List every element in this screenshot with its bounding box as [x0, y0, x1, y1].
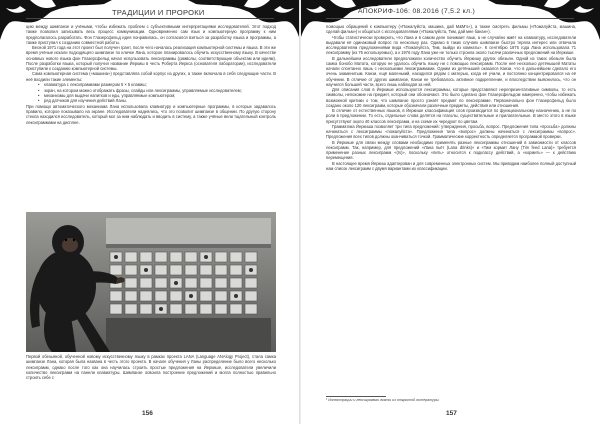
- paragraph: Первой обезьяной, обученной новому искусственному языку в рамках проекта LANA (Language ANAlogy Project), стала самка шимпанзе Лана, которая была названа в честь этого проекта. В начале обучения у Ланы распределение было всего несколько лексиграмм, однако после того как она научилась строить простые предложения на Йеркише, исследователи увеличили количество лексиграмм на панели клавиатуры. Шимпанзе освоила построение предложений и могла полностью правильно строить себе с: [26, 354, 276, 380]
- list-item: • механизмы для выдачи напитков и еды, управляемые компьютером;: [38, 93, 276, 98]
- paragraph: Для описания слов в Йеркише используются лексиграммы, которые представляют нерепрезентативные символы, то есть символы, непохожие на предмет, который они обозначают. Это было сделано фон Глазерсфельдом намеренно, чтобы избежать возможной критики о том, что шимпанзе просто узнаёт предмет по лексиграмме. Первоначально фон Глазерсфельд было создано около 120 лексиграмм, которые обозначали различные предметы, действия или отношения.: [326, 87, 576, 108]
- paragraph: цию между шимпанзе и учёными, чтобы избежать проблем с субъективными интерпретациями исследователей. Этот подход также позволил записывать весь процесс коммуникации. Одновременно сам язык и компьютерную программу к ним предполагалось разработать. Фон Глазерсфельд идея понравилась, он согласился взяться за разработку языка и программы, а также приступил к созданию совместной работы.: [26, 24, 276, 45]
- bullet-list: [38, 82, 276, 103]
- header-rule: [26, 18, 274, 19]
- body-text-bottom: [26, 354, 276, 406]
- book-gutter: [299, 0, 301, 424]
- paragraph: В Йеркише для связи между словами необходимо применять разные лексиграммы отношений в зависимости от классов лексиграмм. Так, например, для предложений «Лана пьёт (Lana drinks)» и «Тим кормит Лану (Tim feed Lana)» требуется применение разных лексиграмм «(Is)», поскольку «пить» относится к подклассу действий, а «кормить» — к действию перемещения.: [326, 139, 576, 161]
- paragraph: помощью обращений к компьютеру («Пожалуйста, машина, дай M&M's»), а также смотреть фильмы («Пожалуйста, машина, сделай фильм») и общаться с исследователями («Пожалуйста, Тим, дай мне банан»).: [326, 24, 576, 35]
- paragraph: Сама компьютерная система («машина») представляла собой корпус из других, а также включала в себя следующие части. В неё входили такие элементы:: [26, 71, 276, 82]
- footnote: ¹ Иллюстрации и лексиграммы взяты из открытой литературы.: [326, 398, 440, 402]
- page-number: 156: [142, 410, 153, 417]
- right-page: [300, 0, 600, 424]
- list-item: • экран, на котором можно отображать фразы, слайды или лексиграммы, управляемые исследователем;: [38, 88, 276, 93]
- body-text: [326, 24, 576, 394]
- body-text-top: [26, 24, 276, 210]
- footnote-rule: [326, 396, 386, 397]
- paragraph: В дальнейшем исследователи предположили количество обучить Йеркишу других обезьян. Одной из таких обезьян была самка бонобо Матата, которую не удалось обучить языку ни с помощью лексиграмм. После неё несколько детёнышей Мататы начали спонтанно лишь с несколькими лексиграммами. Одним из детёнышей оказался Канзи, что в дальнейшем сделало его очень знаменитым. Канзи, ещё маленький, находился рядом с матерью, когда её учили, и постоянно концентрировался на её обучении. В отличие от других шимпанзе, Канзи не требовалось активное подкрепление, и впоследствии выяснилось, что он научился большей части, всего лишь наблюдая за ней.: [326, 55, 576, 87]
- paragraph: Чтобы статистически проверить, что Лана и в самом деле понимает язык, а не случайно жмёт на клавиатуру, исследователи выдавали её одинаковый вопрос по нескольку раз. Однако в таких случаях шимпанзе быстро теряла интерес или отвечала исследователям предложениями вида «Пожалуйста, Тим, выйди из комнаты». К сентябрю 1975 года Лана использовала 71 лексиграмму (из 75 используемых), а к 1976 году Лана уже не только строила около тысячи различных предложений на Йеркише.: [326, 34, 576, 56]
- paragraph: Весной 1971 года на этот проект был получен грант, после чего началась реализация компьютерной системы и языка. В эти же время учёные искали подходящего шимпанзе по кличке Лана, которое планировалось обучить искусственному языку. В качестве основных нового языка фон Глазерсфельд начал использовать лексиграммы (символы, соответствующие объектам или идеям). После разработки языка, который получил название Йеркиш в честь Роберта Йеркса (основателя лаборатории), исследователи приступили к созданию компьютерной системы.: [26, 45, 276, 71]
- list-item: • ряд датчиков для изучения действий Ланы.: [38, 98, 276, 103]
- paragraph: Грамматика Йеркиша позволяет три типа предложений: утверждения, просьба, вопрос. Предложения типа «просьба» должны начинаться с лексиграммы «пожалуйста». Предложения типа «вопрос» должны начинаться с лексиграммы «вопрос». Предложения всех типов должны оканчиваться точкой. Грамматические корректность определяется программой проверки.: [326, 123, 576, 140]
- list-item: • клавиатура с лексиграммами размером 5 × 5 клавиш;: [38, 82, 276, 87]
- chimpanzee-keyboard-photo: [26, 212, 276, 352]
- paragraph: В настоящее время Йеркиш адаптирован и для современных электронных систем. Мы приводим наиболее полный доступный нам список лексиграмм с двумя вариантами их классификации.: [326, 160, 576, 171]
- paragraph: В отличие от естественных языков, в Йеркише классификация слов производится по функциональному назначению, а не по роли в предложении. То есть, отдельные слова делятся на глаголы, существительные и прилагательные. В место этого в языке присутствуют около 40 классов лексиграмм, и на схеме их чередуют по цветам.: [326, 108, 576, 124]
- header-rule: [326, 18, 574, 19]
- page-number: 157: [446, 410, 457, 417]
- running-head: ТРАДИЦИИ И ПРОРОКИ: [112, 8, 205, 17]
- paragraph: При помощи автоматического механизма Лана использовала клавиатуру и компьютерные программы, в которых задавалось правило, которое показывало на экране. Исследователи надеялись, что это позволит шимпанзе в общении. По другую сторону стекла находился исследователь, который мог за ним наблюдать и вводить в систему, а также учёные вели тщательный контроль лексиграммами на дисплее.: [26, 103, 276, 125]
- running-head: АПОКРИФ-106: 08.2016 (7,5.2 кл.): [358, 8, 476, 15]
